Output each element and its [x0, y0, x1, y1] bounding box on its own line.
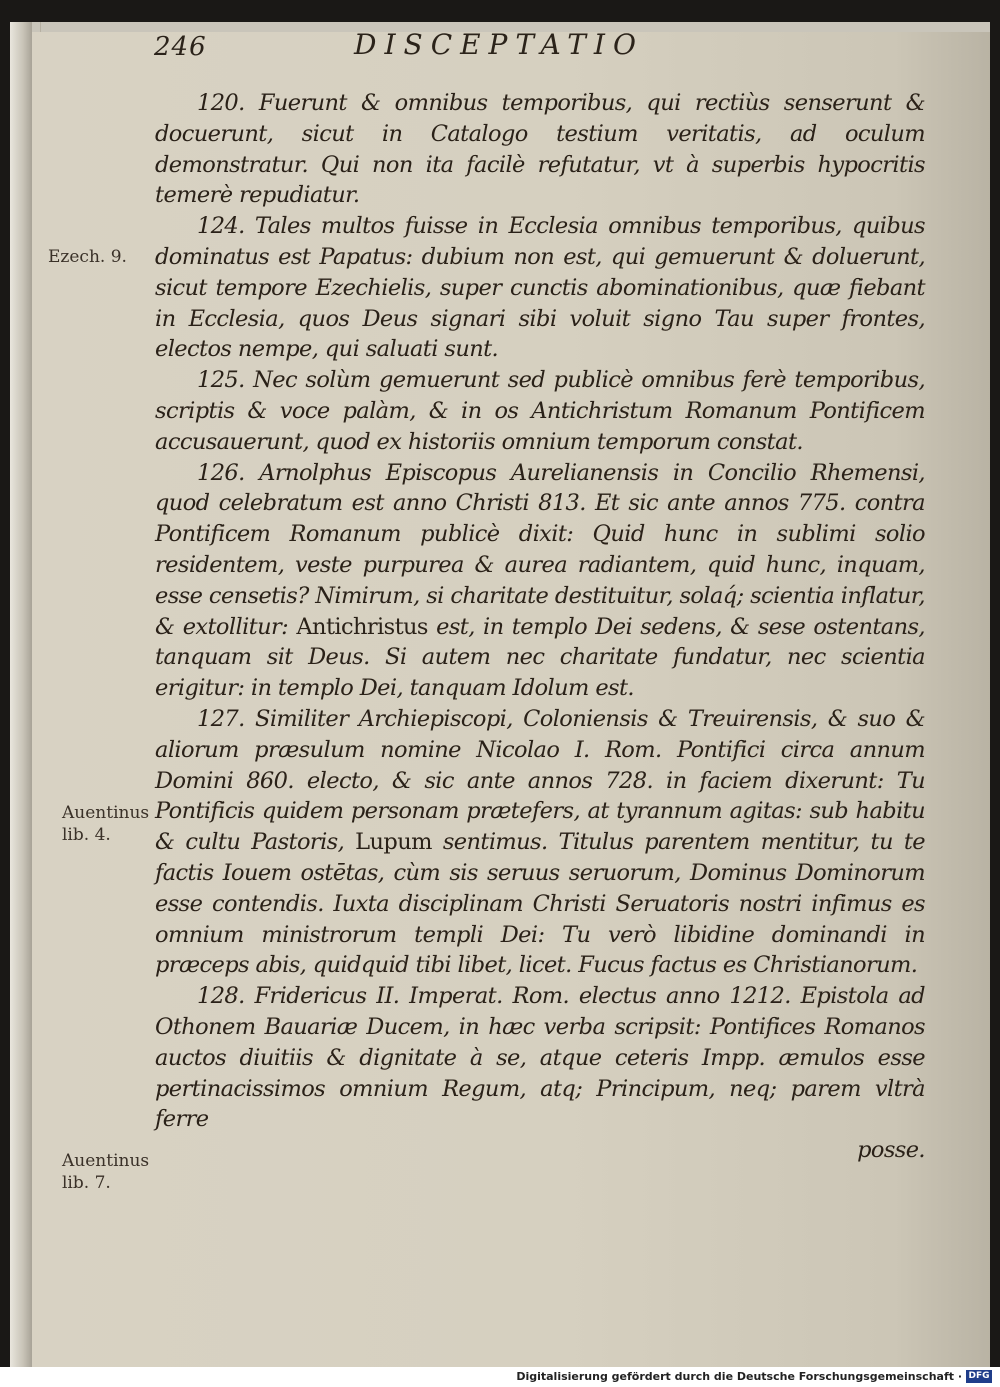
paragraph-120: 120. Fuerunt & omnibus temporibus, qui rectiùs senserunt & docuerunt, sicut in Catalogo testium veritatis, ad oculum demonstratur. Qui non ita facilè refutatur, vt à superbis hypocritis temerè repudiatur.	[155, 90, 925, 209]
body-text	[155, 88, 925, 1166]
paragraph-126-roman-word: Antichristus	[296, 613, 428, 640]
margin-note-auentinus-7: Auentinus lib. 7.	[62, 1151, 150, 1193]
page-header	[154, 28, 924, 78]
page-edge	[10, 22, 32, 1367]
paragraph-128-end: posse.	[857, 1137, 925, 1164]
paragraph-125: 125. Nec solùm gemuerunt sed publicè omnibus ferè temporibus, scriptis & voce palàm, & in os Antichristum Romanum Pontificem accusauerunt, quod ex historiis omnium temporum constat.	[155, 367, 925, 455]
paragraph-127	[155, 704, 925, 981]
paragraph-126-text-a: 126. Arnolphus Episcopus Aurelianensis in Concilio Rhemensi, quod celebratum est anno Christi 813. Et sic ante annos 775. contra Pontificem Romanum publicè dixit: Quid hunc in sublimi solio residentem, veste purpurea & aurea radiantem, quid hunc, inquam, esse censetis? Nimirum, si charitate destituitur, solaq́; scientia inflatur, & extollitur:	[155, 459, 925, 640]
dfg-logo: DFG	[966, 1370, 992, 1383]
footer-credit: Digitalisierung gefördert durch die Deutsche Forschungsgemeinschaft ·	[516, 1370, 962, 1383]
page-number: 246	[154, 32, 207, 62]
margin-note-auentinus-4: Auentinus lib. 4.	[62, 803, 150, 845]
paragraph-126	[155, 458, 925, 704]
paragraph-128: 128. Fridericus II. Imperat. Rom. electus anno 1212. Epistola ad Othonem Bauariæ Ducem, in hæc verba scripsit: Pontifices Romanos auctos diuitiis & dignitate à se, atque ceteris Impp. æmulos esse pertinacissimos omnium Regum, atq; Principum, neq; parem vltrà ferre	[155, 983, 925, 1133]
paragraph-126-text-b: est, in templo Dei sedens, & sese ostentans, tanquam sit Deus. Si autem nec charitate fundatur, nec scientia erigitur: in templo Dei, tanquam Idolum est.	[155, 613, 925, 702]
paragraph-124: 124. Tales multos fuisse in Ecclesia omnibus temporibus, quibus dominatus est Papatus: dubium non est, qui gemuerunt & doluerunt, sicut tempore Ezechielis, super cunctis abominationibus, quæ fiebant in Ecclesia, quos Deus signari sibi voluit signo Tau super frontes, electos nempe, qui saluati sunt.	[155, 213, 925, 363]
margin-note-ezech: Ezech. 9.	[48, 247, 127, 267]
paragraph-127-text-a: 127. Similiter Archiepiscopi, Coloniensis & Treuirensis, & suo & aliorum præsulum nomine Nicolao I. Rom. Pontifici circa annum Domini 860. electo, & sic ante annos 728. in faciem dixerunt: Tu Pontificis quidem personam prætefers, at tyrannum agitas: sub habitu & cultu Pastoris,	[155, 705, 925, 856]
running-head: DISCEPTATIO	[354, 28, 644, 61]
paragraph-127-text-b: sentimus. Titulus parentem mentitur, tu te factis Iouem ostētas, cùm sis seruus seruorum, Dominus Dominorum esse contendis. Iuxta disciplinam Christi Seruatoris nostri infimus es omnium ministrorum templi Dei: Tu verò libidine dominandi in præceps abis, quidquid tibi libet, licet. Fucus factus es Christianorum.	[155, 829, 925, 979]
paragraph-127-roman-word: Lupum	[355, 829, 432, 856]
